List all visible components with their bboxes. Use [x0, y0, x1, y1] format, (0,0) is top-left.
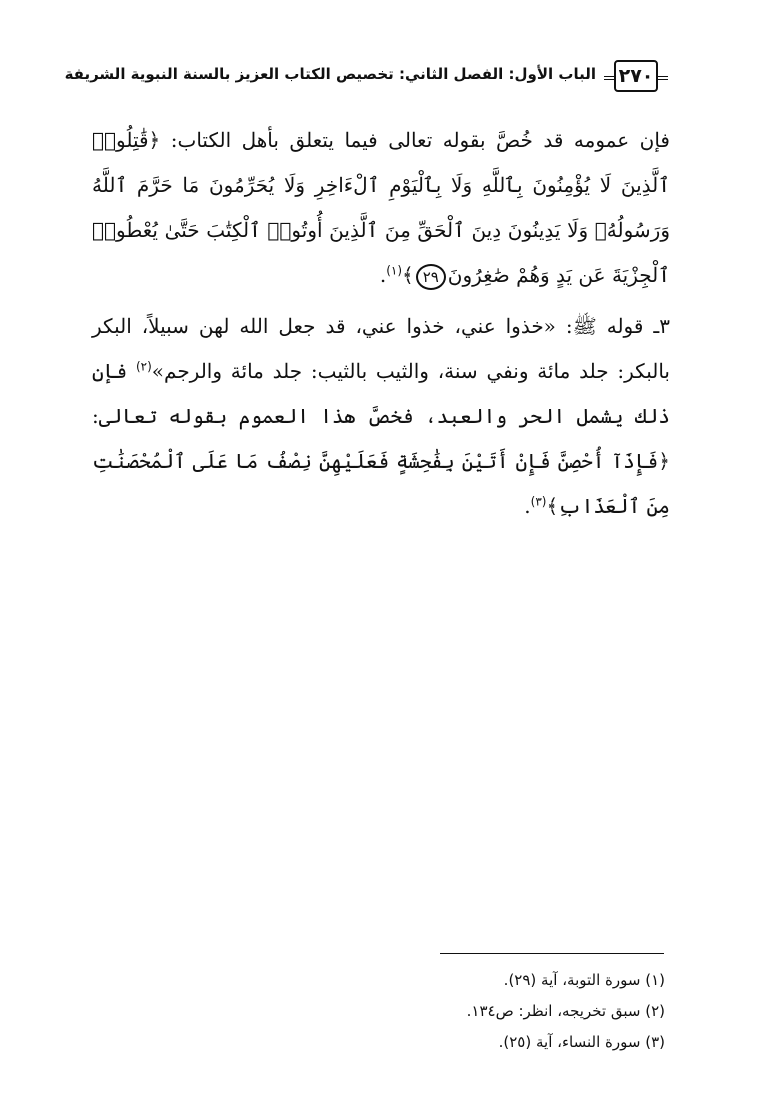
running-title: الباب الأول: الفصل الثاني: تخصيص الكتاب العزيز بالسنة النبوية الشريفة — [57, 62, 604, 86]
verse-number-marker: ٢٩ — [416, 264, 446, 290]
verse-close-bracket: ﴾ — [402, 263, 414, 287]
footnotes — [380, 965, 665, 1058]
para2-end: . — [524, 494, 531, 518]
page-header — [64, 58, 668, 92]
quran-verse-nisa: ﴿فَإِذَآ أُحْصِنَّ فَإِنْ أَتَيْنَ بِفَٰحِشَةٍ فَعَلَيْهِنَّ نِصْفُ مَا عَلَى ٱلْمُحْصَنَٰتِ مِنَ ٱلْعَذَابِ﴾ — [92, 449, 670, 518]
footnote-2: (٢) سبق تخريجه، انظر: ص١٣٤. — [466, 1002, 665, 1020]
paragraph-1 — [92, 118, 670, 298]
para1-end: . — [379, 263, 387, 287]
hadith-text: ٣ـ قوله ﷺ: «خذوا عني، خذوا عني، قد جعل الله لهن سبيلاً، البكر بالبكر: جلد مائة ونفي سنة، والثيب بالثيب: جلد مائة والرجم» — [92, 314, 670, 383]
footnote-ref-2: (٢) — [135, 359, 152, 374]
footnote-1: (١) سورة التوبة، آية (٢٩). — [503, 971, 665, 989]
footnote-3: (٣) سورة النساء، آية (٢٥). — [498, 1033, 665, 1051]
main-text — [92, 118, 670, 529]
footnote-separator — [440, 953, 664, 954]
footnote-ref-1: (١) — [386, 263, 403, 278]
quran-verse-tawbah: ﴿قَٰتِلُوا۟ ٱلَّذِينَ لَا يُؤْمِنُونَ بِٱللَّهِ وَلَا بِٱلْيَوْمِ ٱلْءَاخِرِ وَلَا يُحَرِّمُونَ مَا حَرَّمَ ٱللَّهُ وَرَسُولُهُۥ وَلَا يَدِينُونَ دِينَ ٱلْحَقِّ مِنَ ٱلَّذِينَ أُوتُوا۟ ٱلْكِتَٰبَ حَتَّىٰ يُعْطُوا۟ ٱلْجِزْيَةَ عَن يَدٍ وَهُمْ صَٰغِرُونَ — [92, 128, 670, 287]
para2-middle: فإن ذلك يشمل الحر والعبد، فخصَّ هذا العموم بقوله تعالى: — [92, 359, 670, 428]
para1-intro: فإن عمومه قد خُصَّ بقوله تعالى فيما يتعلق بأهل الكتاب: — [160, 128, 670, 152]
footnote-ref-3: (٣) — [530, 494, 547, 509]
paragraph-2 — [92, 304, 670, 529]
page-number: ٢٧٠ — [614, 60, 658, 92]
